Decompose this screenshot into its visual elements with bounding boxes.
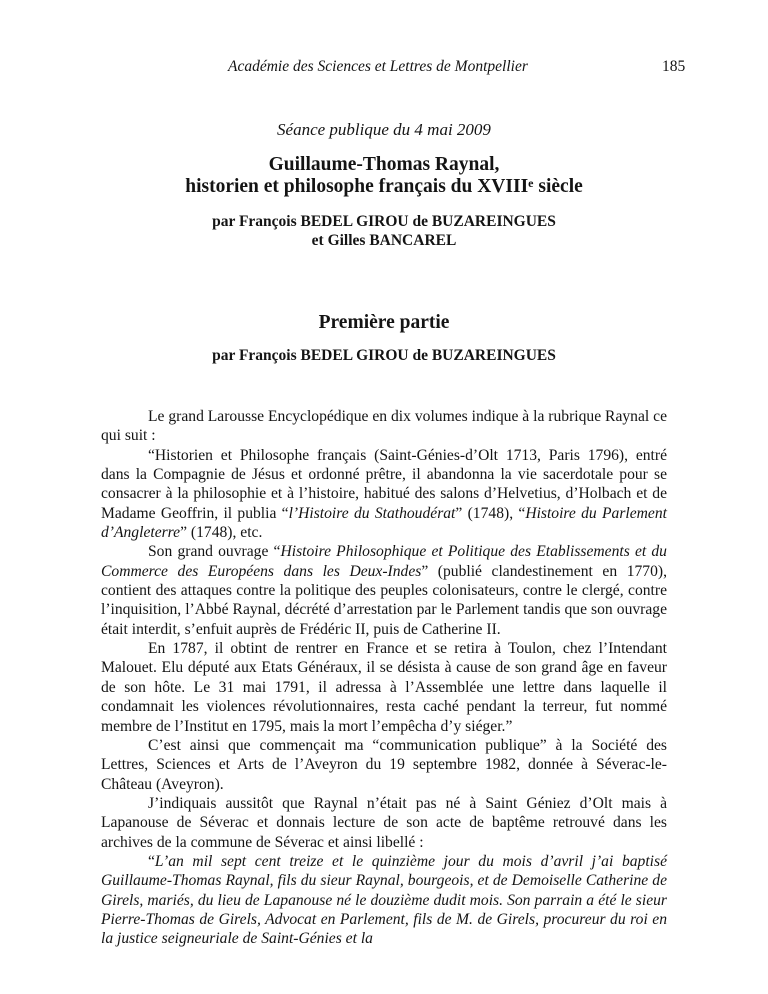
paragraph-2-italic-title-1: l’Histoire du Stathoudérat [288, 504, 456, 522]
paragraph-1: Le grand Larousse Encyclopédique en dix volumes indique à la rubrique Raynal ce qui suit : [101, 408, 667, 445]
authors-line-1: par François BEDEL GIROU de BUZAREINGUES [212, 213, 556, 230]
page-number: 185 [662, 58, 686, 75]
running-header [0, 58, 768, 80]
part-title: Première partie [318, 312, 450, 333]
article-title-line-2 [0, 176, 768, 198]
paragraph-7-open-quote: “ [148, 852, 155, 870]
part-author: par François BEDEL GIROU de BUZAREINGUES [212, 347, 556, 364]
article-title-line-2-text: historien et philosophe français du XVIII [185, 176, 529, 197]
century-superscript: e [528, 176, 534, 190]
paragraph-4: En 1787, il obtint de rentrer en France et se retira à Toulon, chez l’Intendant Malouet. Elu député aux Etats Généraux, il se désista à cause de son grand âge en faveur de son hôte. Le 31 mai 1791, il adressa à l’Assemblée une lettre dans laquelle il condamnait les violences révolutionnaires, resta caché pendant la terreur, fut nommé membre de l’Institut en 1795, mais la mort l’empêcha d’y siéger.” [101, 640, 667, 735]
paragraph-2-text-a: “Historien et Philosophe français (Saint-Génies-d’Olt 1713, Paris 1796), entré dans la Compagnie de Jésus et ordonné prêtre, il abandonna la vie sacerdotale pour se consacrer à la philosophie et à l’histoire, habitué des salons d’Helvetius, d’Holbach et de Madame Geoffrin, il publia “ [101, 446, 667, 522]
paragraph-2-text-c: ” (1748), “ [455, 504, 526, 522]
paragraph-3-text-c: ” (publié clandestinement en 1770), contient des attaques contre la politique des peuples colonisateurs, contre le clergé, contre l’inquisition, l’Abbé Raynal, décrété d’arrestation par le Parlement tandis que son ouvrage était interdit, s’enfuit auprès de Frédéric II, puis de Catherine II. [101, 562, 667, 638]
paragraph-7 [101, 852, 667, 949]
paragraph-3-text-a: Son grand ouvrage “ [148, 543, 281, 561]
paragraph-2-italic-title-2: Histoire du Parlement d’Angleterre [101, 504, 667, 542]
body-text [101, 407, 667, 949]
running-title: Académie des Sciences et Lettres de Montpellier [228, 58, 528, 75]
authors-line-2: et Gilles BANCAREL [311, 232, 457, 249]
session-line: Séance publique du 4 mai 2009 [277, 120, 491, 139]
paragraph-6: J’indiquais aussitôt que Raynal n’était pas né à Saint Géniez d’Olt mais à Lapanouse de Séverac et donnais lecture de son acte de baptême retrouvé dans les archives de la commune de Séverac et ainsi libellé : [101, 794, 667, 851]
paragraph-7-baptism-record: L’an mil sept cent treize et le quinzième jour du mois d’avril j’ai baptisé Guillaume-Thomas Raynal, fils du sieur Raynal, bourgeois, et de Demoiselle Catherine de Girels, mariés, du lieu de Lapanouse né le douzième dudit mois. Son parrain a été le sieur Pierre-Thomas de Girels, Advocat en Parlement, fils de M. de Girels, procureur du roi en la justice seigneuriale de Saint-Génies et la [101, 852, 667, 948]
paragraph-3-italic-title: Histoire Philosophique et Politique des Etablissements et du Commerce des Européens dans les Deux-Indes [101, 543, 667, 580]
paragraph-2-text-e: ” (1748), etc. [180, 524, 263, 542]
paragraph-2 [101, 446, 667, 543]
paragraph-5: C’est ainsi que commençait ma “communication publique” à la Société des Lettres, Sciences et Arts de l’Aveyron du 19 septembre 1982, donnée à Séverac-le-Château (Aveyron). [101, 736, 667, 793]
article-title-line-2-end: siècle [533, 176, 583, 197]
article-title-line-1: Guillaume-Thomas Raynal, [268, 154, 500, 175]
paragraph-3 [101, 542, 667, 639]
